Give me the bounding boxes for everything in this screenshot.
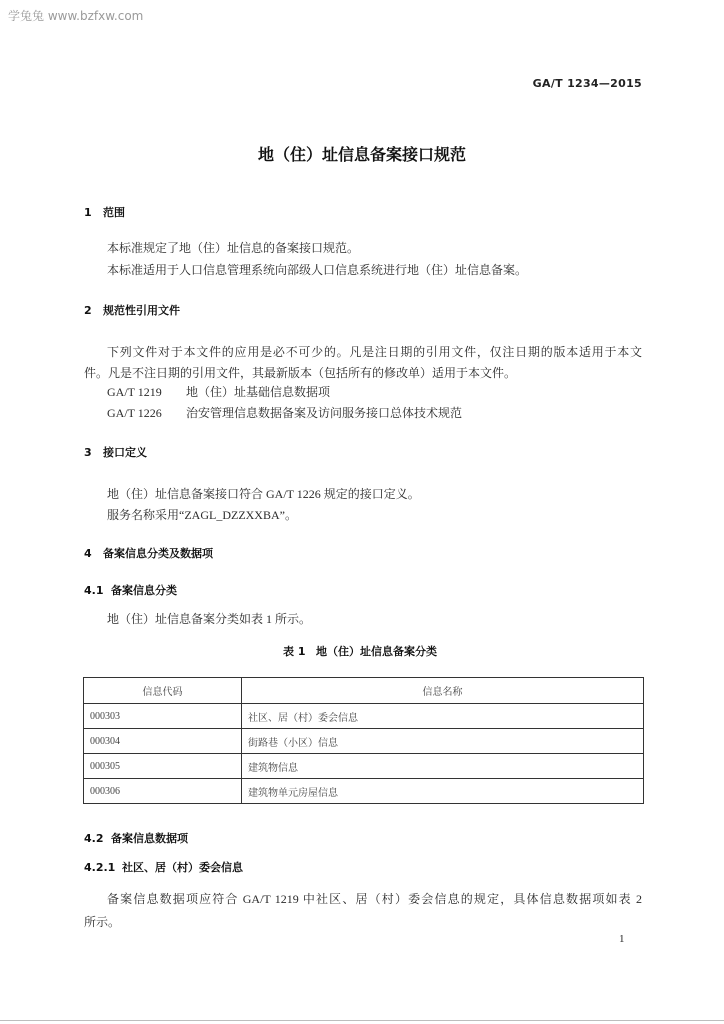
section-1-number: 1 — [84, 206, 92, 219]
section-1-line-2: 本标准适用于人口信息管理系统向部级人口信息系统进行地（住）址信息备案。 — [107, 263, 528, 277]
page-number: 1 — [619, 933, 625, 945]
section-3-line-2: 服务名称采用“ZAGL_DZZXXBA”。 — [107, 508, 297, 522]
section-2-number: 2 — [84, 304, 92, 317]
table-row — [84, 779, 644, 804]
cell-code: 000304 — [84, 729, 242, 754]
page-bottom-edge — [0, 1020, 724, 1021]
section-4-heading: 备案信息分类及数据项 — [103, 547, 213, 560]
section-4-1-number: 4.1 — [84, 584, 104, 597]
section-2-heading: 规范性引用文件 — [103, 304, 180, 317]
table-row — [84, 754, 644, 779]
section-4-2-number: 4.2 — [84, 832, 104, 845]
table-caption-label: 表 1 — [283, 645, 306, 658]
section-3-number: 3 — [84, 446, 92, 459]
section-4-1-line-1: 地（住）址信息备案分类如表 1 所示。 — [107, 612, 312, 626]
cell-code: 000305 — [84, 754, 242, 779]
watermark: 学兔兔 www.bzfxw.com — [8, 9, 144, 23]
section-4-1-heading: 备案信息分类 — [111, 584, 177, 597]
classification-table — [83, 677, 644, 804]
table-row — [84, 729, 644, 754]
column-header-name: 信息名称 — [242, 678, 644, 704]
reference-2-code: GA/T 1226 — [107, 406, 162, 420]
reference-1-code: GA/T 1219 — [107, 385, 162, 399]
cell-name: 街路巷（小区）信息 — [242, 729, 644, 754]
section-4-2-heading: 备案信息数据项 — [111, 832, 188, 845]
section-2-intro-line-2: 件。凡是不注日期的引用文件，其最新版本（包括所有的修改单）适用于本文件。 — [84, 366, 517, 380]
cell-name: 建筑物信息 — [242, 754, 644, 779]
section-1-heading: 范围 — [103, 206, 125, 219]
standard-code: GA/T 1234—2015 — [532, 77, 642, 90]
section-4-2-1-line-1: 备案信息数据项应符合 GA/T 1219 中社区、居（村）委会信息的规定，具体信息数据项如表 2 — [107, 892, 642, 906]
section-3-line-1: 地（住）址信息备案接口符合 GA/T 1226 规定的接口定义。 — [107, 487, 420, 501]
column-header-code: 信息代码 — [84, 678, 242, 704]
table-row — [84, 704, 644, 729]
section-2-intro-line-1: 下列文件对于本文件的应用是必不可少的。凡是注日期的引用文件，仅注日期的版本适用于本文 — [107, 345, 642, 359]
cell-name: 社区、居（村）委会信息 — [242, 704, 644, 729]
reference-1-title: 地（住）址基础信息数据项 — [186, 385, 331, 399]
section-3-heading: 接口定义 — [103, 446, 147, 459]
section-4-2-1-line-2: 所示。 — [84, 915, 121, 929]
document-title: 地（住）址信息备案接口规范 — [257, 145, 466, 164]
cell-code: 000306 — [84, 779, 242, 804]
table-header-row — [84, 678, 644, 704]
section-4-number: 4 — [84, 547, 92, 560]
section-4-2-1-number: 4.2.1 — [84, 861, 116, 874]
cell-code: 000303 — [84, 704, 242, 729]
table-caption-title: 地（住）址信息备案分类 — [316, 645, 437, 658]
reference-2-title: 治安管理信息数据备案及访问服务接口总体技术规范 — [186, 406, 463, 420]
cell-name: 建筑物单元房屋信息 — [242, 779, 644, 804]
section-1-line-1: 本标准规定了地（住）址信息的备案接口规范。 — [107, 241, 360, 255]
section-4-2-1-heading: 社区、居（村）委会信息 — [122, 861, 243, 874]
